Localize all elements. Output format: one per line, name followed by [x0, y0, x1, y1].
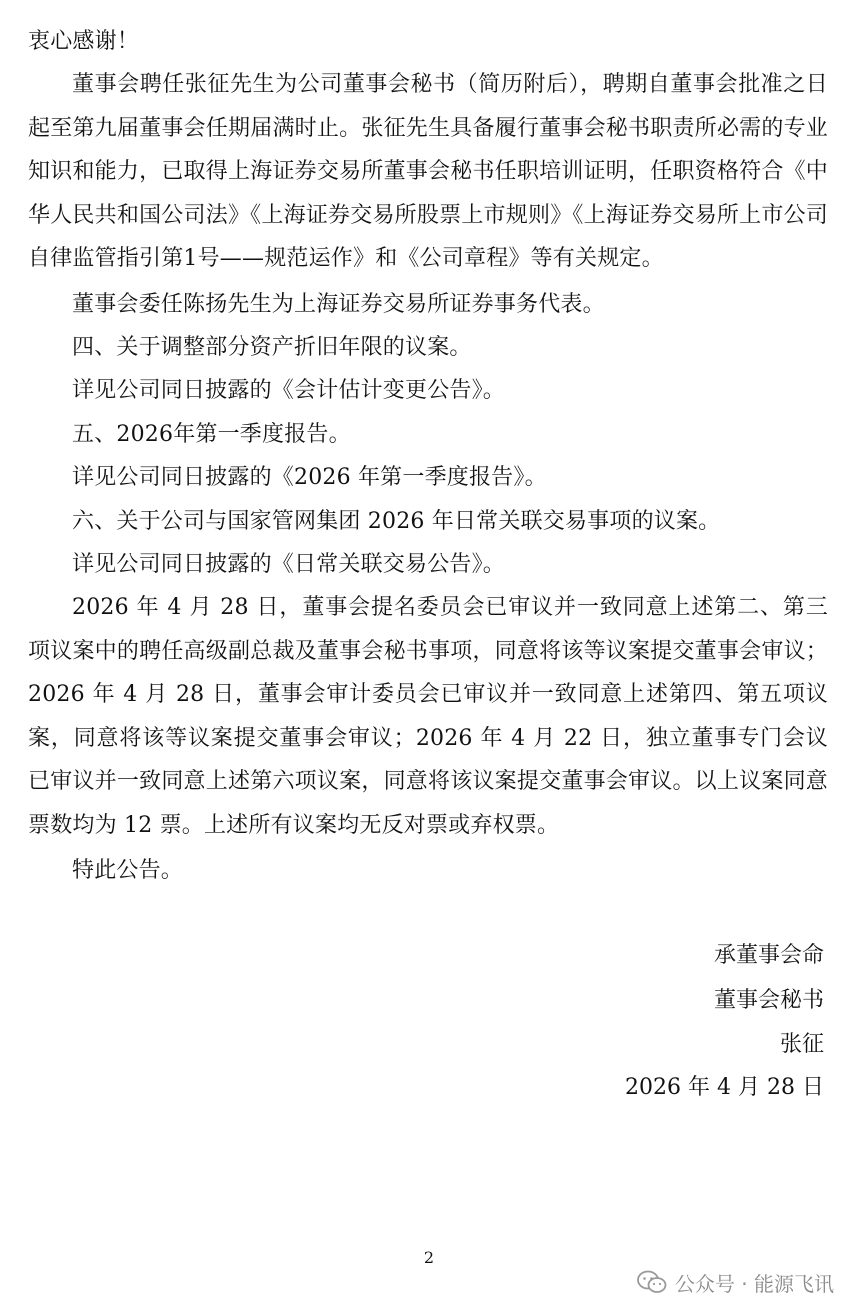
item-four-detail: 详见公司同日披露的《会计估计变更公告》。 — [72, 378, 506, 403]
wechat-icon — [637, 1270, 667, 1294]
paragraph-committee-review: 2026 年 4 月 28 日，董事会提名委员会已审议并一致同意上述第二、第三项议案中的聘任高级副总裁及董事会秘书事项，同意将该等议案提交董事会审议；2026 年 4 月 28 日，董事会审计委员会已审议并一致同意上述第四、第五项议案，同意将该等议案提交董事会审议；2026 年 4 月 22 日，独立董事专门会议已审议并一致同意上述第六项议案，同意将该议案提交董事会审议。以上议案同意票数均为 12 票。上述所有议案均无反对票或弃权票。 — [28, 595, 828, 838]
special-announcement: 特此公告。 — [72, 858, 184, 883]
watermark — [637, 1266, 834, 1298]
closing-thanks: 衷心感谢！ — [28, 29, 140, 54]
item-six-heading: 六、关于公司与国家管网集团 2026 年日常关联交易事项的议案。 — [72, 509, 721, 534]
item-five-heading: 五、2026年第一季度报告。 — [72, 422, 351, 447]
signature-board-order: 承董事会命 — [713, 943, 824, 968]
paragraph-secretary-appointment: 董事会聘任张征先生为公司董事会秘书（简历附后），聘期自董事会批准之日起至第九届董事会任期届满时止。张征先生具备履行董事会秘书职责所必需的专业知识和能力，已取得上海证券交易所董事会秘书任职培训证明，任职资格符合《中华人民共和国公司法》《上海证券交易所股票上市规则》《上海证券交易所上市公司自律监管指引第1号——规范运作》和《公司章程》等有关规定。 — [28, 72, 828, 271]
page-number: 2 — [423, 1248, 435, 1267]
item-five-detail: 详见公司同日披露的《2026 年第一季度报告》。 — [72, 465, 547, 490]
signature-name: 张征 — [779, 1032, 824, 1057]
item-six-detail: 详见公司同日披露的《日常关联交易公告》。 — [72, 552, 506, 577]
item-four-heading: 四、关于调整部分资产折旧年限的议案。 — [72, 335, 472, 360]
watermark-text: 公众号 · 能源飞讯 — [674, 1271, 834, 1296]
signature-title: 董事会秘书 — [713, 988, 824, 1013]
paragraph-securities-representative: 董事会委任陈扬先生为上海证券交易所证券事务代表。 — [72, 292, 605, 317]
signature-date: 2026 年 4 月 28 日 — [625, 1075, 824, 1100]
